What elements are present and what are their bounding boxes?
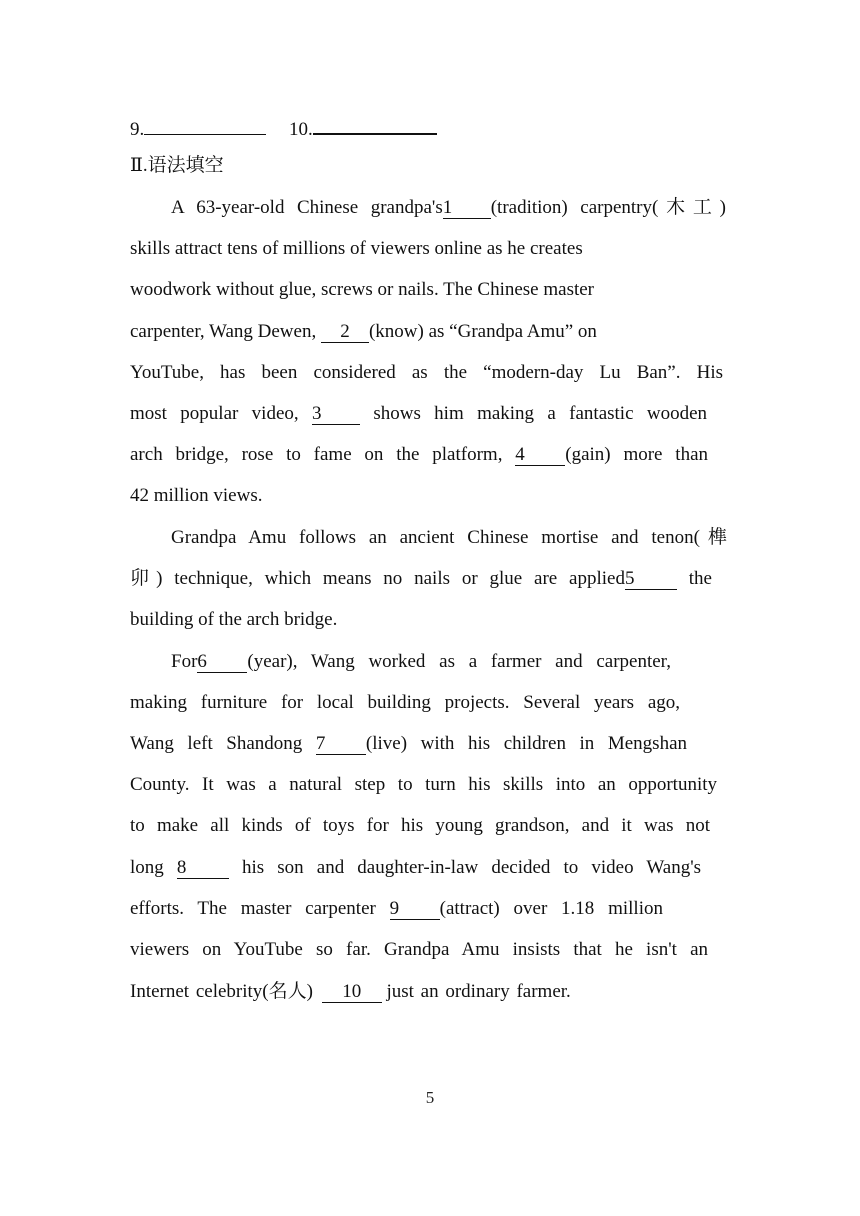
- p1-line-2: skills attract tens of millions of viewers online as he creates: [130, 238, 583, 259]
- p2-line-1: Grandpa Amu follows an ancient Chinese mortise and tenon(榫: [171, 527, 727, 548]
- blank-7[interactable]: 7: [316, 734, 366, 755]
- p3-line-7: [130, 897, 663, 921]
- p3-text: Wang left Shandong: [130, 733, 303, 754]
- p1-text: (gain) more than: [565, 444, 709, 465]
- p3-text: efforts. The master carpenter: [130, 898, 376, 919]
- p1-line-8: 42 million views.: [130, 485, 263, 506]
- blank-2[interactable]: 2: [321, 322, 369, 343]
- section-title: Ⅱ.语法填空: [130, 155, 224, 176]
- blank-4[interactable]: 4: [515, 445, 565, 466]
- blank-8[interactable]: 8: [177, 858, 229, 879]
- answer-blank-9[interactable]: [144, 116, 266, 135]
- p1-text: A 63-year-old Chinese grandpa's: [171, 197, 443, 218]
- p1-line-4: [130, 320, 690, 344]
- p2-text: 卯) technique, which means no nails or glue are applied: [130, 568, 625, 589]
- blank-9[interactable]: 9: [390, 899, 440, 920]
- blank-10[interactable]: 10: [322, 982, 382, 1003]
- p3-line-1: [171, 650, 671, 674]
- p1-text: shows him making a fantastic wooden: [373, 403, 708, 424]
- p3-line-8: viewers on YouTube so far. Grandpa Amu insists that he isn't an: [130, 939, 708, 960]
- p1-line-6: [130, 402, 707, 426]
- p1-line-3: woodwork without glue, screws or nails. The Chinese master: [130, 279, 595, 300]
- answer-label-10: 10.: [289, 119, 313, 140]
- p3-line-2: making furniture for local building projects. Several years ago,: [130, 692, 680, 713]
- p3-text: his son and daughter-in-law decided to video Wang's: [242, 857, 702, 878]
- blank-3[interactable]: 3: [312, 404, 360, 425]
- p3-text: long: [130, 857, 164, 878]
- p2-text: the: [688, 568, 712, 589]
- p3-line-3: [130, 732, 687, 756]
- p1-text: carpenter, Wang Dewen,: [130, 321, 317, 342]
- page-number: 5: [425, 1088, 435, 1107]
- p1-line-7: [130, 443, 708, 467]
- p3-line-4: County. It was a natural step to turn his skills into an opportunity: [130, 774, 717, 795]
- blank-1[interactable]: 1: [443, 198, 491, 219]
- answer-label-9: 9.: [130, 119, 145, 140]
- p3-text: (live) with his children in Mengshan: [365, 733, 688, 754]
- p3-text: (year), Wang worked as a farmer and carpenter,: [247, 651, 671, 672]
- p3-line-9: [130, 980, 571, 1004]
- answer-line: [130, 115, 437, 142]
- p1-text: arch bridge, rose to fame on the platform,: [130, 444, 503, 465]
- p1-text: (know) as “Grandpa Amu” on: [368, 321, 597, 342]
- p3-text: Internet celebrity(名人): [130, 981, 313, 1002]
- blank-5[interactable]: 5: [625, 569, 677, 590]
- p1-text: (tradition) carpentry(木工): [490, 197, 726, 218]
- p3-text: just an ordinary farmer.: [386, 981, 571, 1002]
- blank-6[interactable]: 6: [197, 652, 247, 673]
- p2-line-3: building of the arch bridge.: [130, 609, 338, 630]
- p1-line-5: YouTube, has been considered as the “modern-day Lu Ban”. His: [130, 362, 723, 383]
- p3-text: (attract) over 1.18 million: [439, 898, 663, 919]
- p1-line-1: [171, 196, 726, 220]
- p1-text: most popular video,: [130, 403, 299, 424]
- p3-line-5: to make all kinds of toys for his young grandson, and it was not: [130, 815, 710, 836]
- p2-line-2: [130, 567, 712, 591]
- answer-blank-10[interactable]: [313, 115, 437, 135]
- p3-line-6: [130, 856, 701, 880]
- p3-text: For: [171, 651, 198, 672]
